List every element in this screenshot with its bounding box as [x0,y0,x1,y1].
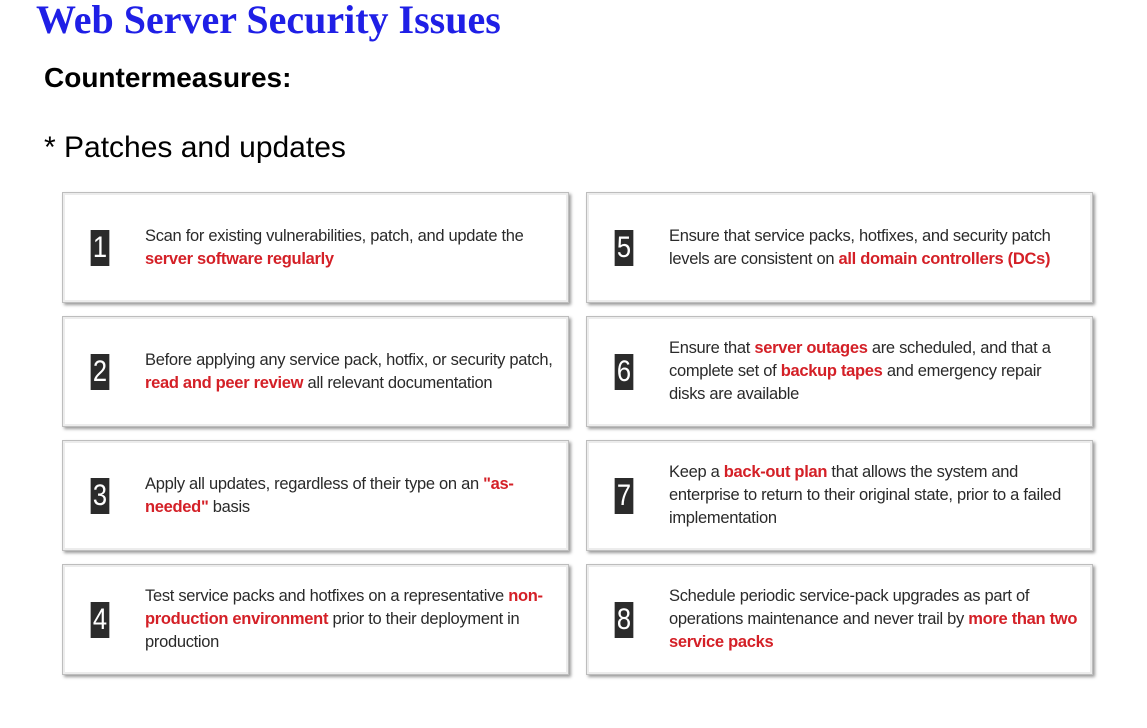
highlighted-text: backup tapes [780,362,883,380]
highlighted-text: server software regularly [145,249,334,268]
countermeasure-card [62,440,569,551]
text-segment: Keep a [669,463,724,481]
highlighted-text: server outages [754,339,868,357]
countermeasure-grid [62,192,1093,675]
step-number-badge: 8 [615,602,634,638]
countermeasure-card [62,192,569,303]
step-number-badge: 2 [91,354,110,390]
card-text [669,337,1092,406]
text-segment: prior to their deployment in production [145,610,520,651]
text-segment: basis [208,497,250,516]
card-text [145,349,568,395]
highlighted-text: all domain controllers (DCs) [838,249,1051,268]
countermeasure-card [586,440,1093,551]
step-number-badge: 6 [615,354,634,390]
step-number-badge: 7 [615,478,634,514]
highlighted-text: back-out plan [723,463,828,481]
card-text [145,585,568,654]
text-segment: Before applying any service pack, hotfix, or security patch, [145,350,553,369]
card-text [145,225,568,271]
bullet-item: * Patches and updates [44,131,346,164]
section-heading: Countermeasures: [44,62,292,93]
step-number-badge: 5 [615,230,634,266]
text-segment: Ensure that [669,339,755,357]
text-segment: and emergency repair disks are available [669,362,1042,403]
card-text [669,225,1092,271]
card-text [669,461,1092,530]
countermeasure-card [586,316,1093,427]
text-segment: Schedule periodic service-pack upgrades as part of operations maintenance and never trail by [669,587,1030,628]
text-segment: Scan for existing vulnerabilities, patch, and update the [145,226,524,245]
text-segment: Test service packs and hotfixes on a representative [145,587,509,605]
text-segment: Ensure that service packs, hotfixes, and security patch levels are consistent on [669,226,1051,268]
card-text [669,585,1092,654]
step-number-badge: 1 [91,230,110,266]
step-number-badge: 3 [91,478,110,514]
highlighted-text: read and peer review [145,373,304,392]
text-segment: Apply all updates, regardless of their type on an [145,474,484,493]
highlighted-text: more than two service packs [669,610,1078,651]
countermeasure-card [586,192,1093,303]
highlighted-text: non-production environment [145,587,543,628]
text-segment: that allows the system and enterprise to return to their original state, prior to a failed implementation [669,463,1061,527]
text-segment: all relevant documentation [303,373,493,392]
countermeasure-card [586,564,1093,675]
step-number-badge: 4 [91,602,110,638]
highlighted-text: "as-needed" [145,474,514,516]
countermeasure-card [62,564,569,675]
text-segment: are scheduled, and that a complete set of [669,339,1051,380]
countermeasure-card [62,316,569,427]
card-text [145,473,568,519]
page-title: Web Server Security Issues [36,0,501,42]
